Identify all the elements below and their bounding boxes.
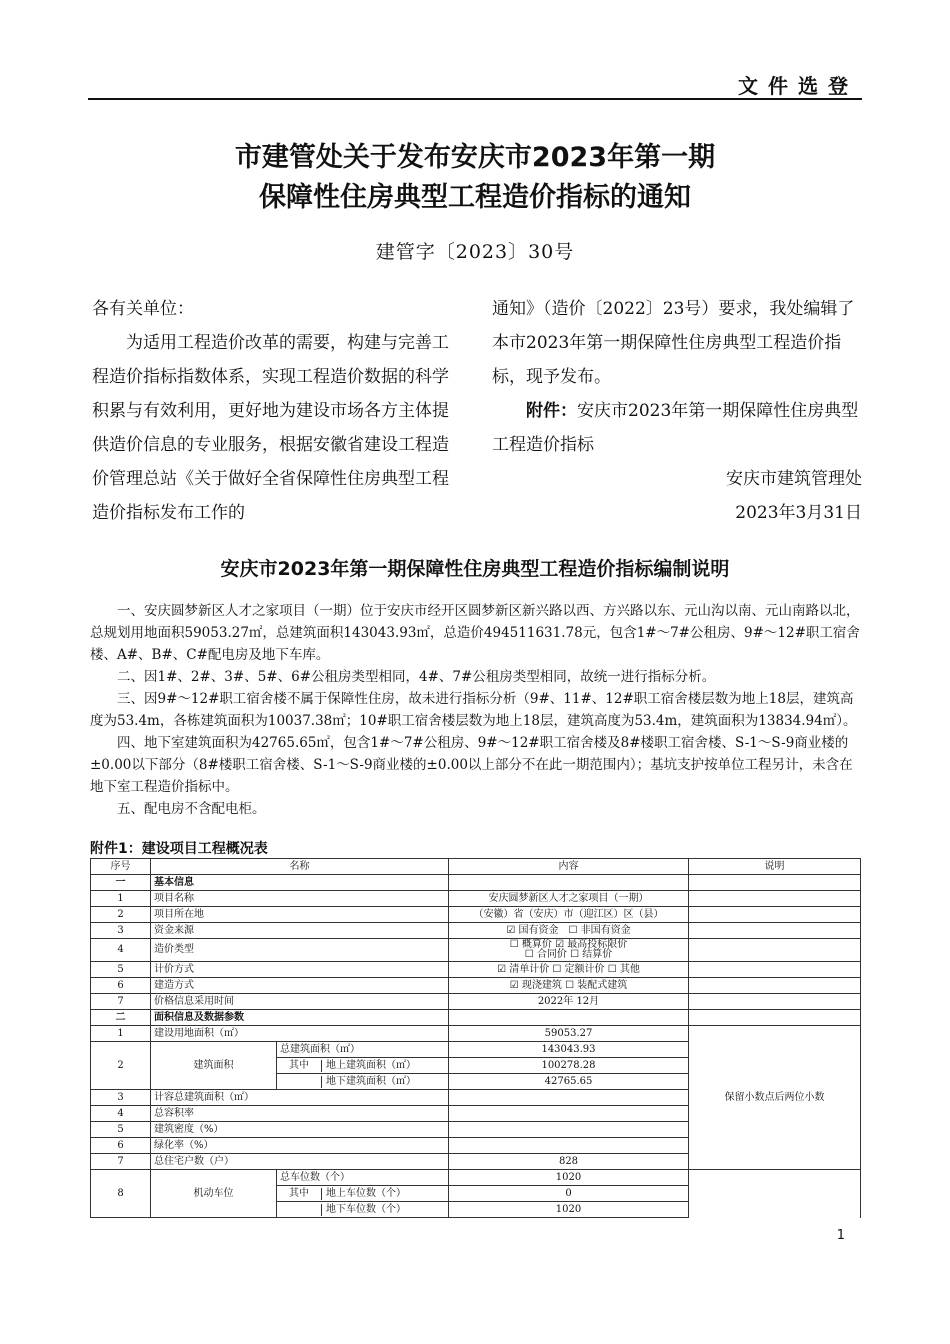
signer: 安庆市建筑管理处 xyxy=(726,469,862,489)
title-line-2: 保障性住房典型工程造价指标的通知 xyxy=(259,182,691,213)
row-number: 6 xyxy=(91,978,151,994)
row-value: 1020 xyxy=(449,1170,689,1186)
header-cell: 序号 xyxy=(91,859,151,875)
attachment-label: 附件： xyxy=(526,401,577,421)
row-value xyxy=(449,1090,689,1106)
row-number: 二 xyxy=(91,1010,151,1026)
row-value: ☑ 现浇建筑 ☐ 装配式建筑 xyxy=(449,978,689,994)
table-row xyxy=(91,994,861,1010)
row-value: 42765.65 xyxy=(449,1074,689,1090)
empty-cell xyxy=(689,891,861,907)
row-name: 面积信息及数据参数 xyxy=(151,1010,449,1026)
notes xyxy=(90,600,860,820)
header-cell: 名称 xyxy=(151,859,449,875)
header-rule xyxy=(88,98,862,100)
row-name: 价格信息采用时间 xyxy=(151,994,449,1010)
sub-label xyxy=(277,1058,449,1074)
row-name: 总住宅户数（户） xyxy=(151,1154,449,1170)
qizhong-label: 其中 xyxy=(277,1188,322,1200)
table-row xyxy=(91,923,861,939)
letter-body-right: 通知》（造价〔2022〕23号）要求，我处编辑了本市2023年第一期保障性住房典型工程造价指标，现予发布。 xyxy=(492,299,855,387)
row-value: 100278.28 xyxy=(449,1058,689,1074)
attachment-text: 安庆市2023年第一期保障性住房典型工程造价指标 xyxy=(492,401,859,455)
row-value xyxy=(449,1138,689,1154)
table-row xyxy=(91,978,861,994)
row-value: 59053.27 xyxy=(449,1026,689,1042)
attachment-table-title: 附件1：建设项目工程概况表 xyxy=(90,841,268,857)
row-name: 基本信息 xyxy=(151,875,449,891)
below-ground-area-label: 地下建筑面积（㎡） xyxy=(326,1075,416,1087)
row-number: 2 xyxy=(91,1042,151,1090)
row-number: 5 xyxy=(91,1122,151,1138)
row-name: 计价方式 xyxy=(151,962,449,978)
row-number: 7 xyxy=(91,994,151,1010)
row-value: （安徽）省（安庆）市（迎江区）区（县） xyxy=(449,907,689,923)
note-item: 三、因9#～12#职工宿舍楼不属于保障性住房，故未进行指标分析（9#、11#、12#职工宿舍楼层数为地上18层，建筑高度为53.4m，各栋建筑面积为10037.38㎡；10#职工宿舍楼层数为地上18层，建筑高度为53.4m，建筑面积为13834.94㎡）。 xyxy=(90,691,857,729)
row-name: 计容总建筑面积（㎡） xyxy=(151,1090,449,1106)
row-name: 建筑面积 xyxy=(151,1042,277,1090)
empty-cell xyxy=(449,1010,689,1026)
letter-body-left: 为适用工程造价改革的需要，构建与完善工程造价指标指数体系，实现工程造价数据的科学积累与有效利用，更好地为建设市场各方主体提供造价信息的专业服务，根据安徽省建设工程造价管理总站《关于做好全省保障性住房典型工程造价指标发布工作的 xyxy=(92,333,449,523)
row-name: 建设用地面积（㎡） xyxy=(151,1026,449,1042)
empty-cell xyxy=(689,962,861,978)
sub-label: 总建筑面积（㎡） xyxy=(277,1042,449,1058)
section-title: 安庆市2023年第一期保障性住房典型工程造价指标编制说明 xyxy=(220,558,730,580)
row-name: 绿化率（%） xyxy=(151,1138,449,1154)
row-number: 7 xyxy=(91,1154,151,1170)
row-name: 项目所在地 xyxy=(151,907,449,923)
row-number: 1 xyxy=(91,891,151,907)
table-row xyxy=(91,939,861,962)
note-item: 二、因1#、2#、3#、5#、6#公租房类型相同，4#、7#公租房类型相同，故统一进行指标分析。 xyxy=(117,669,716,685)
row-name: 建造方式 xyxy=(151,978,449,994)
price-type-options-2: ☐ 合同价 ☐ 结算价 xyxy=(524,949,613,960)
note-item: 四、地下室建筑面积为42765.65㎡，包含1#～7#公租房、9#～12#职工宿舍楼及8#楼职工宿舍楼、S-1～S-9商业楼的±0.00以下部分（8#楼职工宿舍楼、S-1～S-9商业楼的±0.00以上部分不在此一期范围内）；基坑支护按单位工程另计，未含在地下室工程造价指标中。 xyxy=(90,735,853,795)
sub-label: 总车位数（个） xyxy=(277,1170,449,1186)
row-number: 1 xyxy=(91,1026,151,1042)
attachment-line xyxy=(492,394,862,462)
row-name: 项目名称 xyxy=(151,891,449,907)
letter-right-column xyxy=(492,292,862,530)
row-value: 1020 xyxy=(449,1202,689,1218)
row-number: 5 xyxy=(91,962,151,978)
row-number: 一 xyxy=(91,875,151,891)
empty-cell xyxy=(689,907,861,923)
above-ground-area-label: 地上建筑面积（㎡） xyxy=(326,1059,416,1071)
empty-cell xyxy=(689,875,861,891)
row-name: 资金来源 xyxy=(151,923,449,939)
area-note: 保留小数点后两位小数 xyxy=(689,1026,861,1170)
table-row xyxy=(91,1026,861,1042)
note-item: 五、配电房不含配电柜。 xyxy=(117,801,266,817)
empty-cell xyxy=(689,923,861,939)
table-section-row xyxy=(91,1010,861,1026)
page-title xyxy=(0,138,950,218)
empty-cell xyxy=(449,875,689,891)
below-ground-parking-label: 地下车位数（个） xyxy=(326,1203,406,1215)
sub-label xyxy=(277,1186,449,1202)
above-ground-parking-label: 地上车位数（个） xyxy=(326,1187,406,1199)
row-value xyxy=(449,1106,689,1122)
sub-label xyxy=(277,1202,449,1218)
empty-cell xyxy=(689,939,861,962)
row-name: 机动车位 xyxy=(151,1170,277,1218)
price-type-options-1: ☐ 概算价 ☑ 最高投标限价 xyxy=(509,939,628,950)
page-number: 1 xyxy=(836,1228,845,1243)
row-value: 828 xyxy=(449,1154,689,1170)
row-name: 总容积率 xyxy=(151,1106,449,1122)
table-header-row xyxy=(91,859,861,875)
document-number: 建管字〔2023〕30号 xyxy=(375,241,575,263)
row-number: 3 xyxy=(91,923,151,939)
row-number: 3 xyxy=(91,1090,151,1106)
table-section-row xyxy=(91,875,861,891)
row-number: 4 xyxy=(91,1106,151,1122)
row-value: 安庆圆梦新区人才之家项目（一期） xyxy=(449,891,689,907)
row-value xyxy=(449,1122,689,1138)
table-row xyxy=(91,962,861,978)
row-name: 建筑密度（%） xyxy=(151,1122,449,1138)
row-number: 8 xyxy=(91,1170,151,1218)
row-value: ☑ 清单计价 ☐ 定额计价 ☐ 其他 xyxy=(449,962,689,978)
qizhong-label: 其中 xyxy=(277,1060,322,1072)
note-item: 一、安庆圆梦新区人才之家项目（一期）位于安庆市经开区圆梦新区新兴路以西、方兴路以东、元山沟以南、元山南路以北，总规划用地面积59053.27㎡，总建筑面积143043.93㎡，总造价494511631.78元，包含1#～7#公租房、9#～12#职工宿舍楼、A#、B#、C#配电房及地下车库。 xyxy=(90,603,860,663)
empty-cell xyxy=(689,978,861,994)
header-label: 文件选登 xyxy=(738,74,858,98)
row-number: 4 xyxy=(91,939,151,962)
row-value: ☑ 国有资金 ☐ 非国有资金 xyxy=(449,923,689,939)
table-row xyxy=(91,907,861,923)
row-name: 造价类型 xyxy=(151,939,449,962)
table-row xyxy=(91,1170,861,1186)
empty-cell xyxy=(689,994,861,1010)
title-line-1: 市建管处关于发布安庆市2023年第一期 xyxy=(234,142,716,173)
row-value: 0 xyxy=(449,1186,689,1202)
empty-cell xyxy=(689,1010,861,1026)
row-number: 2 xyxy=(91,907,151,923)
row-value xyxy=(449,939,689,962)
letter-date: 2023年3月31日 xyxy=(735,503,862,523)
header-cell: 说明 xyxy=(689,859,861,875)
letter-left-column xyxy=(92,292,462,530)
row-number: 6 xyxy=(91,1138,151,1154)
table-row xyxy=(91,891,861,907)
header-cell: 内容 xyxy=(449,859,689,875)
row-value: 143043.93 xyxy=(449,1042,689,1058)
project-overview-table xyxy=(90,858,861,1218)
salutation: 各有关单位： xyxy=(92,299,194,319)
sub-label xyxy=(277,1074,449,1090)
row-value: 2022年 12月 xyxy=(449,994,689,1010)
